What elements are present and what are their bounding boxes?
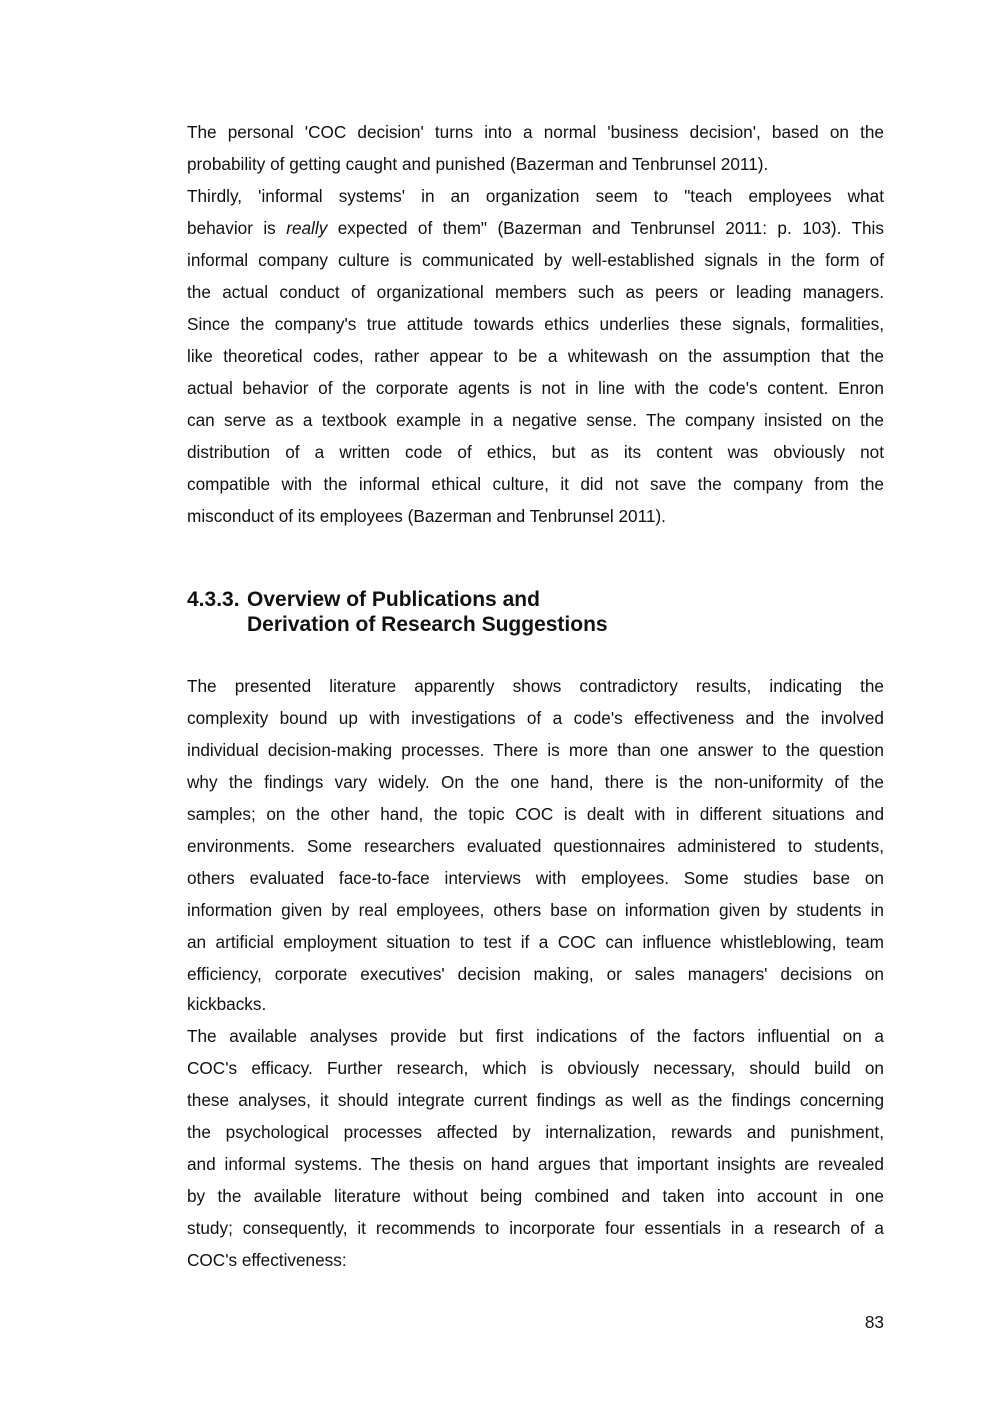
section-title-line-2: Derivation of Research Suggestions [247,613,608,636]
text-line: informal company culture is communicated by well-established signals in the form of [187,250,884,270]
text-line: samples; on the other hand, the topic COC is dealt with in different situations and [187,804,884,824]
text-line: why the findings vary widely. On the one hand, there is the non-uniformity of the [187,772,884,792]
section-number: 4.3.3. [187,588,240,611]
text-line: an artificial employment situation to test if a COC can influence whistleblowing, team [187,932,884,952]
text-line: and informal systems. The thesis on hand argues that important insights are revealed [187,1154,884,1174]
text-line: efficiency, corporate executives' decision making, or sales managers' decisions on [187,964,884,984]
text-line: The available analyses provide but first indications of the factors influential on a [187,1026,884,1046]
section-title-line-1: Overview of Publications and [247,588,540,611]
text-line: distribution of a written code of ethics, but as its content was obviously not [187,442,884,462]
text-line: these analyses, it should integrate current findings as well as the findings concerning [187,1090,884,1110]
text-line: compatible with the informal ethical culture, it did not save the company from the [187,474,884,494]
text-line: like theoretical codes, rather appear to be a whitewash on the assumption that the [187,346,884,366]
text-line: can serve as a textbook example in a negative sense. The company insisted on the [187,410,884,430]
text-line: study; consequently, it recommends to incorporate four essentials in a research of a [187,1218,884,1238]
text-line: actual behavior of the corporate agents is not in line with the code's content. Enron [187,378,884,398]
text-segment: behavior is [187,218,287,238]
text-line: individual decision-making processes. There is more than one answer to the question [187,740,884,760]
text-line: COC's efficacy. Further research, which is obviously necessary, should build on [187,1058,884,1078]
text-line: environments. Some researchers evaluated questionnaires administered to students, [187,836,884,856]
text-line: complexity bound up with investigations of a code's effectiveness and the involved [187,708,884,728]
text-line: misconduct of its employees (Bazerman and Tenbrunsel 2011). [187,506,666,526]
text-line: the actual conduct of organizational members such as peers or leading managers. [187,282,884,302]
text-line: probability of getting caught and punished (Bazerman and Tenbrunsel 2011). [187,154,769,174]
text-line: kickbacks. [187,994,267,1014]
text-segment: expected of them" (Bazerman and Tenbrunsel 2011: p. 103). This [327,218,884,238]
text-line: The presented literature apparently shows contradictory results, indicating the [187,676,884,696]
text-line: The personal 'COC decision' turns into a normal 'business decision', based on the [187,122,884,142]
text-line: the psychological processes affected by internalization, rewards and punishment, [187,1122,884,1142]
text-line: Since the company's true attitude towards ethics underlies these signals, formalities, [187,314,884,334]
emphasized-word: really [286,218,328,238]
text-line: information given by real employees, others base on information given by students in [187,900,884,920]
text-line: Thirdly, 'informal systems' in an organization seem to "teach employees what [187,186,884,206]
text-line: COC's effectiveness: [187,1250,347,1270]
text-line: others evaluated face-to-face interviews with employees. Some studies base on [187,868,884,888]
page-number: 83 [864,1312,884,1332]
text-line-with-emphasis [187,216,884,240]
text-line: by the available literature without being combined and taken into account in one [187,1186,884,1206]
heading-line-1 [187,587,540,613]
